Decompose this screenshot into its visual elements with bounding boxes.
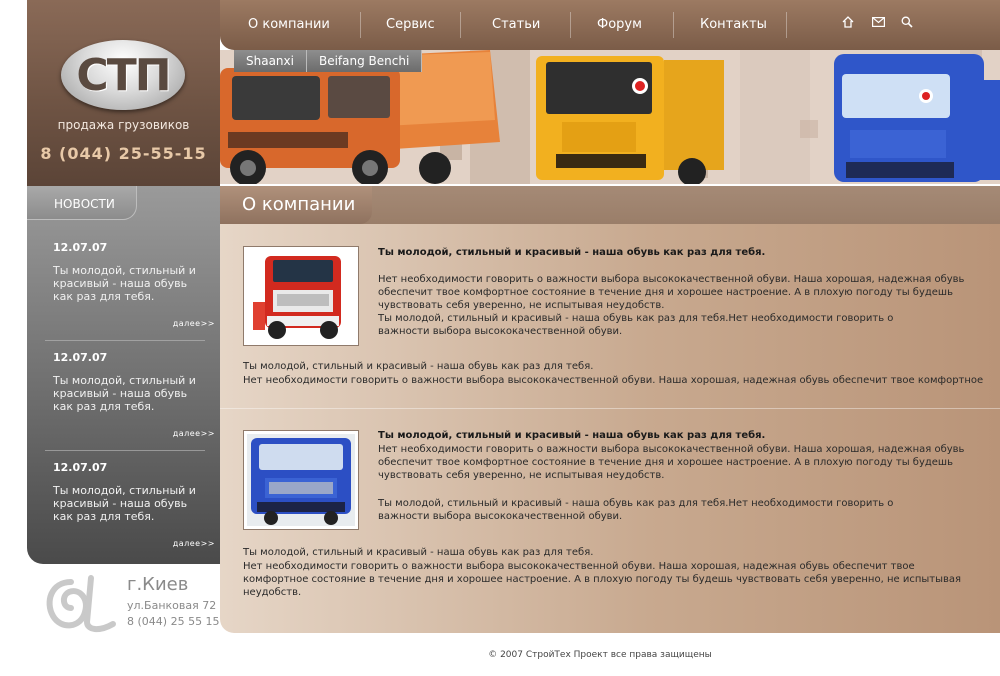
news-text: Ты молодой, стильный и красивый - наша обувь как раз для тебя. [53, 484, 196, 523]
news-tab [27, 186, 137, 220]
logo[interactable] [61, 40, 185, 110]
address-phone: 8 (044) 25 55 15 [127, 615, 220, 628]
article-footer: Нет необходимости говорить о важности выбора высококачественной обуви. Наша хорошая, надежная обувь обеспечит твое комфортное состояние в течение дня и хорошее настроение. А в плохую погоду ты будешь чувствовать себя уверенно, не испытывая неудобств. [243, 561, 962, 598]
nav-divider [570, 12, 571, 38]
top-nav [220, 0, 1000, 50]
news-date: 12.07.07 [53, 241, 108, 254]
nav-item-contacts[interactable]: Контакты [700, 17, 767, 32]
tab-beifang-benchi[interactable]: Beifang Benchi [307, 50, 422, 72]
truck-banner [220, 50, 1000, 186]
article-heading: Ты молодой, стильный и красивый - наша обувь как раз для тебя. [378, 247, 766, 258]
news-title: НОВОСТИ [54, 197, 115, 211]
main-content [220, 224, 1000, 633]
article-divider [220, 408, 1000, 409]
company-emblem-icon [41, 572, 119, 636]
banner-tabs [234, 50, 422, 72]
search-icon[interactable] [900, 16, 914, 30]
nav-divider [460, 12, 461, 38]
news-text: Ты молодой, стильный и красивый - наша обувь как раз для тебя. [53, 374, 196, 413]
logo-text: СТП [76, 49, 170, 101]
address-city: г.Киев [127, 574, 189, 595]
nav-divider [786, 12, 787, 38]
page-title: О компании [242, 194, 356, 215]
article-image[interactable] [243, 246, 359, 346]
article-footer: Ты молодой, стильный и красивый - наша обувь как раз для тебя. [243, 361, 594, 372]
yellow-truck [536, 56, 724, 186]
news-item [53, 351, 215, 438]
news-more-link[interactable]: далее>> [172, 539, 215, 548]
nav-item-forum[interactable]: Форум [597, 17, 642, 32]
article-body: Нет необходимости говорить о важности выбора высококачественной обуви. Наша хорошая, надежная обувь обеспечит твое комфортное состояние в течение дня и хорошее настроение. А в плохую погоду ты будешь чувствовать себя уверенно, не испытывая неудобств. [378, 274, 965, 311]
logo-panel [27, 0, 220, 186]
home-icon[interactable] [841, 16, 855, 30]
article-body: Ты молодой, стильный и красивый - наша обувь как раз для тебя.Нет необходимости говорить о важности выбора высококачественной обуви. [378, 498, 894, 522]
nav-item-articles[interactable]: Статьи [492, 17, 541, 32]
red-truck-photo [247, 250, 355, 342]
address-street: ул.Банковая 72 [127, 599, 217, 612]
slogan: продажа грузовиков [57, 118, 190, 132]
article-footer: Ты молодой, стильный и красивый - наша обувь как раз для тебя. [243, 547, 594, 558]
mail-icon[interactable] [871, 16, 885, 30]
header-phone: 8 (044) 25-55-15 [40, 144, 207, 163]
content-title-tab [220, 186, 372, 224]
copyright: © 2007 СтройТех Проект все права защищены [488, 650, 712, 660]
news-more-link[interactable]: далее>> [172, 319, 215, 328]
tab-shaanxi[interactable]: Shaanxi [234, 50, 307, 72]
article-body: Нет необходимости говорить о важности выбора высококачественной обуви. Наша хорошая, надежная обувь обеспечит твое комфортное состояние в течение дня и хорошее настроение. А в плохую погоду ты будешь чувствовать себя уверенно, не испытывая неудобств. [378, 444, 965, 481]
article-footer: Нет необходимости говорить о важности выбора высококачественной обуви. Наша хорошая, надежная обувь обеспечит твое комфортное [243, 375, 984, 386]
news-divider [45, 450, 205, 451]
article-heading: Ты молодой, стильный и красивый - наша обувь как раз для тебя. [378, 430, 766, 441]
news-panel [27, 186, 220, 564]
nav-item-service[interactable]: Сервис [386, 17, 435, 32]
blue-truck [834, 54, 1000, 182]
news-divider [45, 340, 205, 341]
article-body: Ты молодой, стильный и красивый - наша обувь как раз для тебя.Нет необходимости говорить о важности выбора высококачественной обуви. [378, 313, 894, 337]
nav-item-about[interactable]: О компании [248, 17, 330, 32]
blue-truck-photo [247, 434, 355, 526]
news-item [53, 461, 215, 548]
address-block [27, 566, 220, 636]
nav-divider [673, 12, 674, 38]
news-text: Ты молодой, стильный и красивый - наша обувь как раз для тебя. [53, 264, 196, 303]
news-more-link[interactable]: далее>> [172, 429, 215, 438]
article-image[interactable] [243, 430, 359, 530]
content-title-bar [220, 186, 1000, 224]
news-date: 12.07.07 [53, 461, 108, 474]
nav-divider [360, 12, 361, 38]
news-item [53, 241, 215, 328]
news-date: 12.07.07 [53, 351, 108, 364]
